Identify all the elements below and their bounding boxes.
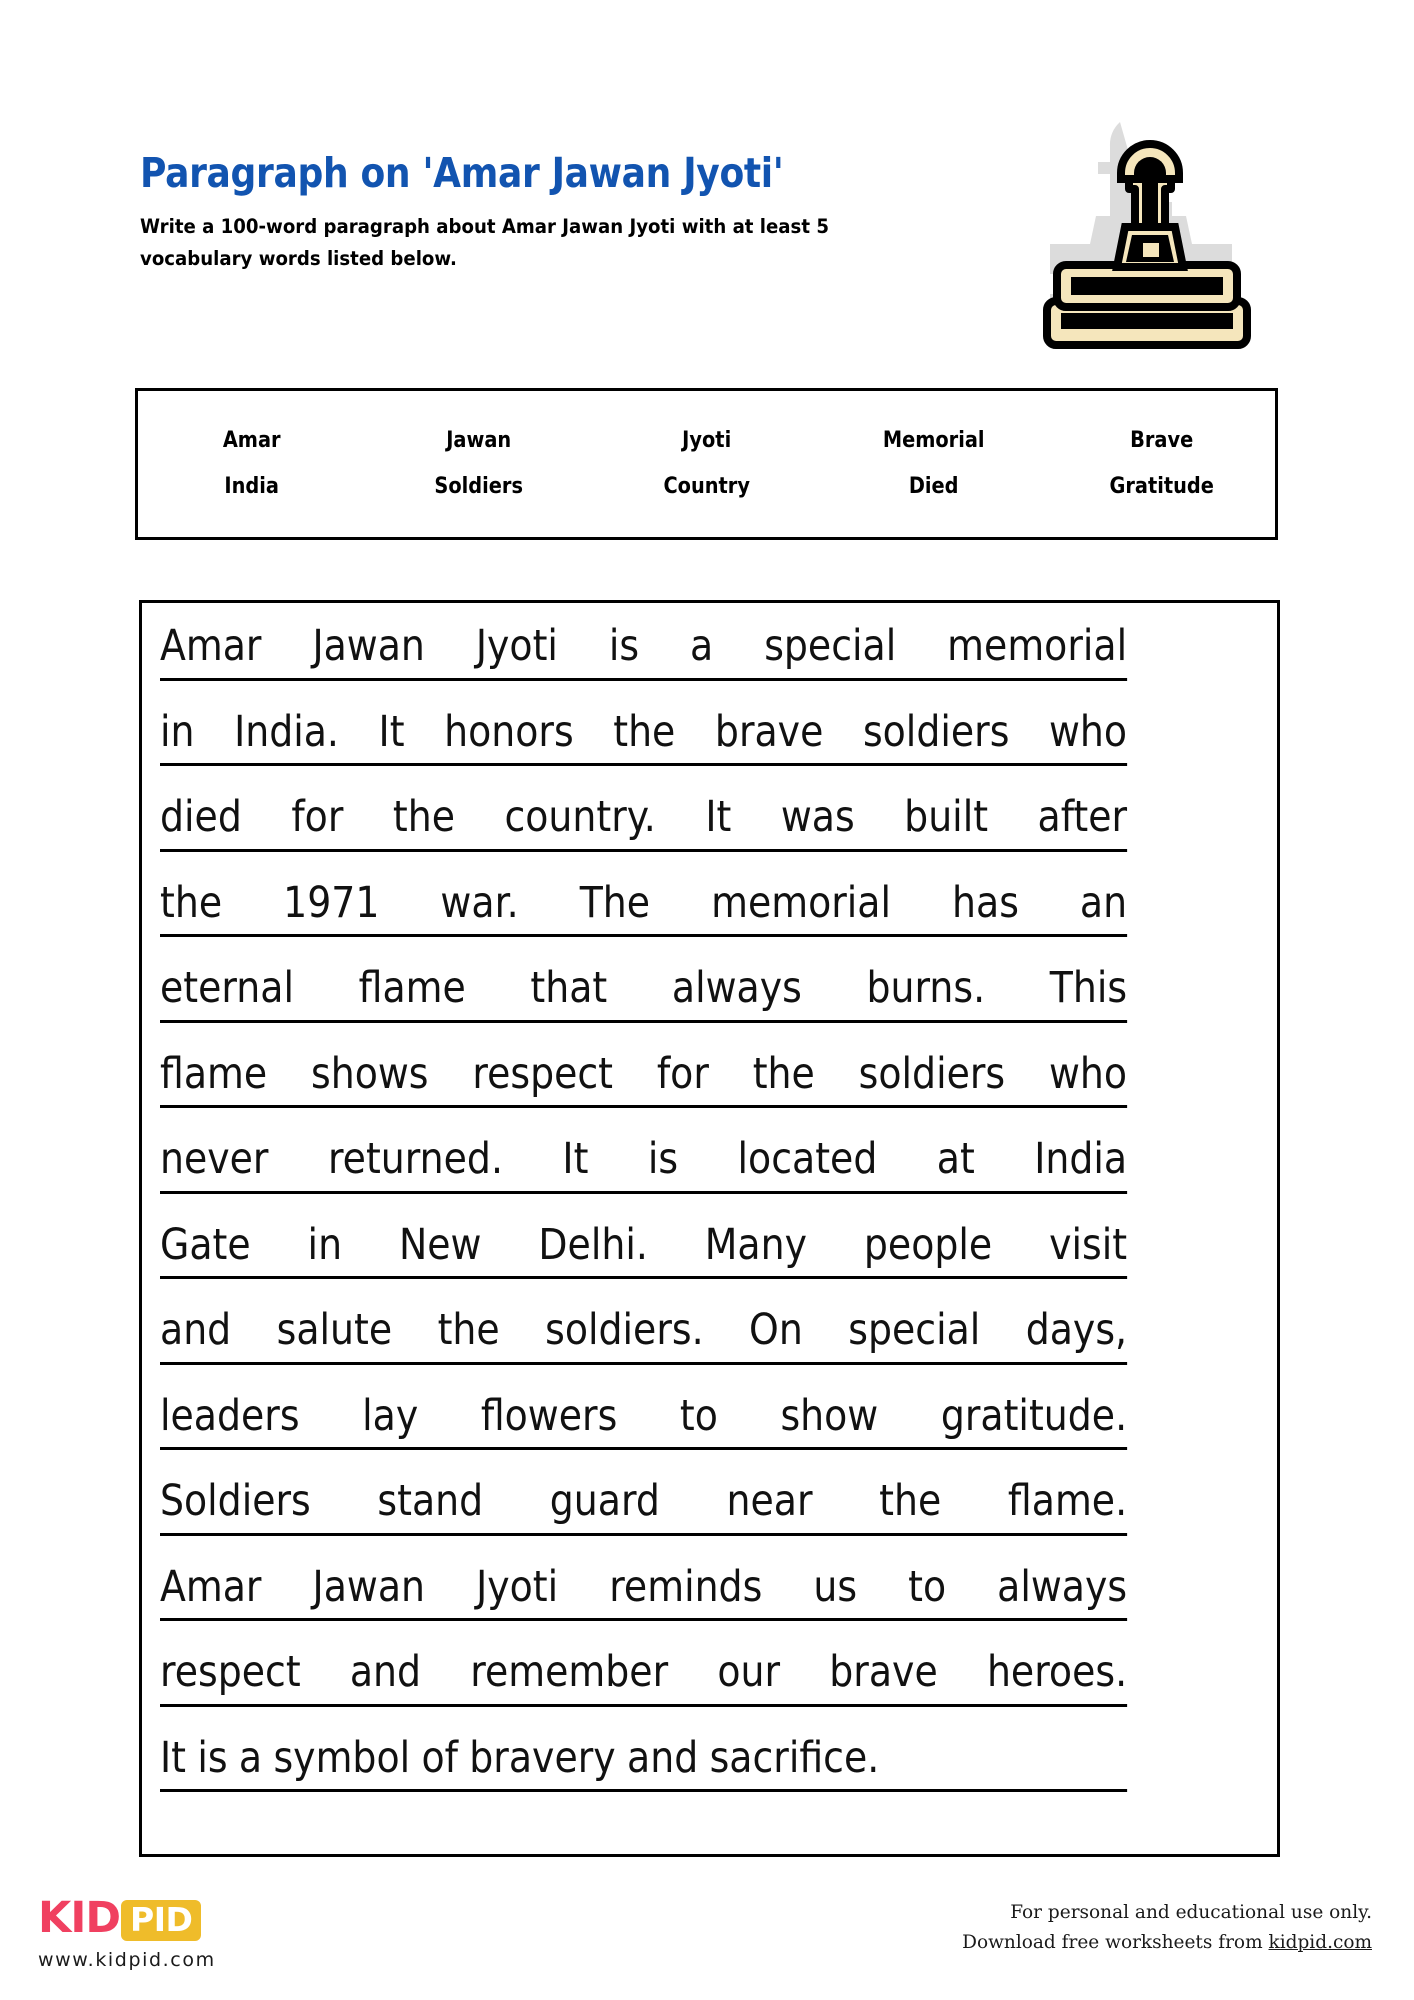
paragraph-word: that [530,963,608,1013]
paragraph-word: for [656,1048,709,1099]
paragraph-word: honors [444,706,574,757]
kidpid-pid-text: PID [121,1900,201,1941]
footer-note-line-1: For personal and educational use only. [1010,1902,1372,1923]
paragraph-line-text [160,1134,1128,1194]
worksheet-instructions: Write a 100-word paragraph about Amar Jawan Jyoti with at least 5 vocabulary words listed below. [140,215,829,270]
paragraph-word: near [726,1476,813,1526]
paragraph-word: located [737,1134,878,1184]
vocabulary-row [138,474,1275,499]
paragraph-line-text [160,621,1128,681]
vocabulary-word: Gratitude [1109,473,1214,499]
paragraph-word: a [238,1732,263,1783]
vocabulary-word: Died [909,473,959,499]
paragraph-word: at [936,1134,975,1184]
paragraph-word: show [780,1390,879,1441]
paragraph-word: flame [160,1048,268,1099]
paragraph-word: Gate [160,1219,251,1270]
paragraph-word: the [392,792,455,842]
vocabulary-word: Brave [1129,427,1193,453]
paragraph-word: country. [504,792,656,842]
paragraph-word: the [160,877,223,928]
paragraph-line-text [160,706,1128,767]
paragraph-answer-box[interactable] [139,600,1280,1857]
kidpid-wordmark [38,1892,216,1943]
paragraph-word: the [752,1048,815,1099]
vocabulary-word: Country [663,473,750,499]
paragraph-word: Jyoti [475,621,558,671]
paragraph-word: was [780,792,855,842]
paragraph-line [160,1134,1259,1224]
paragraph-word: an [1079,877,1128,928]
paragraph-word: The [579,877,651,928]
paragraph-word: war. [440,877,519,928]
paragraph-word: brave [829,1647,938,1697]
vocabulary-word: Amar [222,427,281,453]
paragraph-line-text [160,1732,1127,1793]
paragraph-word: who [1048,706,1128,757]
paragraph-word: is [197,1732,228,1783]
vocabulary-word: India [224,473,279,499]
paragraph-word: and [627,1732,699,1783]
kidpid-website-url: www.kidpid.com [38,1949,216,1971]
paragraph-line-text [160,1476,1128,1536]
kidpid-kid-text: KID [38,1892,121,1943]
paragraph-line [160,1048,1259,1139]
paragraph-word: built [904,792,989,842]
paragraph-word: India [1034,1134,1128,1184]
paragraph-line-text [160,1561,1128,1622]
paragraph-word: our [717,1647,781,1697]
paragraph-line [160,621,1259,711]
paragraph-word: who [1048,1048,1128,1099]
paragraph-word: It [705,792,732,842]
paragraph-word: in [160,706,195,757]
kidpid-link[interactable]: kidpid.com [1268,1931,1372,1953]
paragraph-word: memorial [947,621,1128,671]
paragraph-word: Jawan [312,1561,426,1612]
paragraph-line [160,1561,1259,1652]
paragraph-word: the [437,1305,500,1355]
paragraph-line [160,792,1259,882]
paragraph-word: stand [377,1476,484,1526]
paragraph-word: the [613,706,676,757]
paragraph-word: New [398,1219,482,1270]
paragraph-word: is [647,1134,679,1184]
kidpid-logo [38,1892,216,1971]
paragraph-word: returned. [327,1134,503,1184]
paragraph-word: to [679,1390,718,1441]
paragraph-line [160,963,1259,1053]
paragraph-word: of [421,1732,458,1783]
vocabulary-word: Jyoti [681,427,732,453]
vocabulary-row [138,428,1275,453]
paragraph-word: It [160,1732,187,1783]
paragraph-word: to [908,1561,947,1612]
paragraph-word: has [952,877,1019,928]
paragraph-word: visit [1049,1219,1128,1270]
paragraph-word: is [608,621,640,671]
paragraph-word: died [160,792,242,842]
amar-jawan-jyoti-memorial-icon [1025,115,1275,365]
paragraph-word: memorial [711,877,892,928]
paragraph-word: respect [160,1647,301,1697]
paragraph-word: people [863,1219,993,1270]
paragraph-line-text [160,1048,1128,1109]
paragraph-word: us [813,1561,858,1612]
paragraph-word: after [1037,792,1128,842]
paragraph-word: burns. [866,963,986,1013]
paragraph-line [160,706,1259,797]
paragraph-word: 1971 [283,877,380,928]
paragraph-line-text [160,1219,1128,1280]
paragraph-word: shows [311,1048,429,1099]
paragraph-line [160,1390,1259,1481]
paragraph-line [160,1219,1259,1310]
paragraph-line-text [160,792,1128,852]
paragraph-word: soldiers [862,706,1010,757]
paragraph-line-text [160,877,1128,938]
paragraph-word: never [160,1134,269,1184]
footer-usage-note [962,1898,1372,1958]
paragraph-word: soldiers [858,1048,1006,1099]
footer-note-prefix: Download free worksheets from [962,1931,1269,1953]
vocabulary-word: Jawan [446,427,512,453]
paragraph-word: heroes. [986,1647,1128,1697]
paragraph-word: On [749,1305,803,1355]
paragraph-word: the [879,1476,942,1526]
paragraph-word: leaders [160,1390,300,1441]
paragraph-line [160,1305,1259,1395]
paragraph-line [160,1647,1259,1737]
paragraph-word: reminds [609,1561,763,1612]
paragraph-line-text [160,963,1128,1023]
page-title: Paragraph on 'Amar Jawan Jyoti' [140,149,784,197]
paragraph-word: eternal [160,963,294,1013]
paragraph-word: Jawan [312,621,425,671]
paragraph-word: Delhi. [538,1219,648,1270]
paragraph-word: It [378,706,405,757]
paragraph-word: flame [358,963,466,1013]
paragraph-word: special [848,1305,981,1355]
paragraph-word: guard [549,1476,660,1526]
paragraph-word: flowers [480,1390,618,1441]
paragraph-line [160,1476,1259,1566]
footer-note-line-2 [962,1928,1372,1958]
paragraph-word: Jyoti [476,1561,559,1612]
paragraph-line-text [160,1647,1128,1707]
paragraph-word: special [764,621,897,671]
paragraph-word: sacrifice. [709,1732,880,1783]
paragraph-word: salute [276,1305,393,1355]
paragraph-word: respect [472,1048,614,1099]
paragraph-line-text [160,1305,1128,1365]
paragraph-word: This [1049,963,1128,1013]
paragraph-word: and [160,1305,232,1355]
vocabulary-word: Soldiers [434,473,524,499]
paragraph-word: Amar [160,1561,262,1612]
paragraph-line [160,1732,1259,1823]
paragraph-word: lay [362,1390,419,1441]
paragraph-word: days, [1025,1305,1128,1355]
paragraph-line [160,877,1259,968]
paragraph-word: India. [234,706,339,757]
paragraph-word: soldiers. [545,1305,704,1355]
vocabulary-word-bank [135,388,1278,540]
paragraph-word: bravery [469,1732,616,1783]
worksheet-header [0,0,1414,380]
paragraph-word: Soldiers [160,1476,311,1526]
vocabulary-word: Memorial [883,427,985,453]
paragraph-word: It [562,1134,589,1184]
paragraph-word: for [291,792,344,842]
paragraph-word: gratitude. [940,1390,1128,1441]
paragraph-word: Many [704,1219,808,1270]
paragraph-word: in [307,1219,343,1270]
paragraph-word: and [349,1647,422,1697]
paragraph-word: symbol [273,1732,411,1783]
paragraph-word: Amar [160,621,262,671]
paragraph-line-text [160,1390,1128,1451]
header-text-block [140,149,1040,274]
paragraph-word: remember [470,1647,669,1697]
paragraph-word: flame. [1007,1476,1128,1526]
paragraph-word: always [997,1561,1128,1612]
paragraph-word: a [690,621,714,671]
paragraph-word: always [671,963,802,1013]
paragraph-word: brave [714,706,824,757]
